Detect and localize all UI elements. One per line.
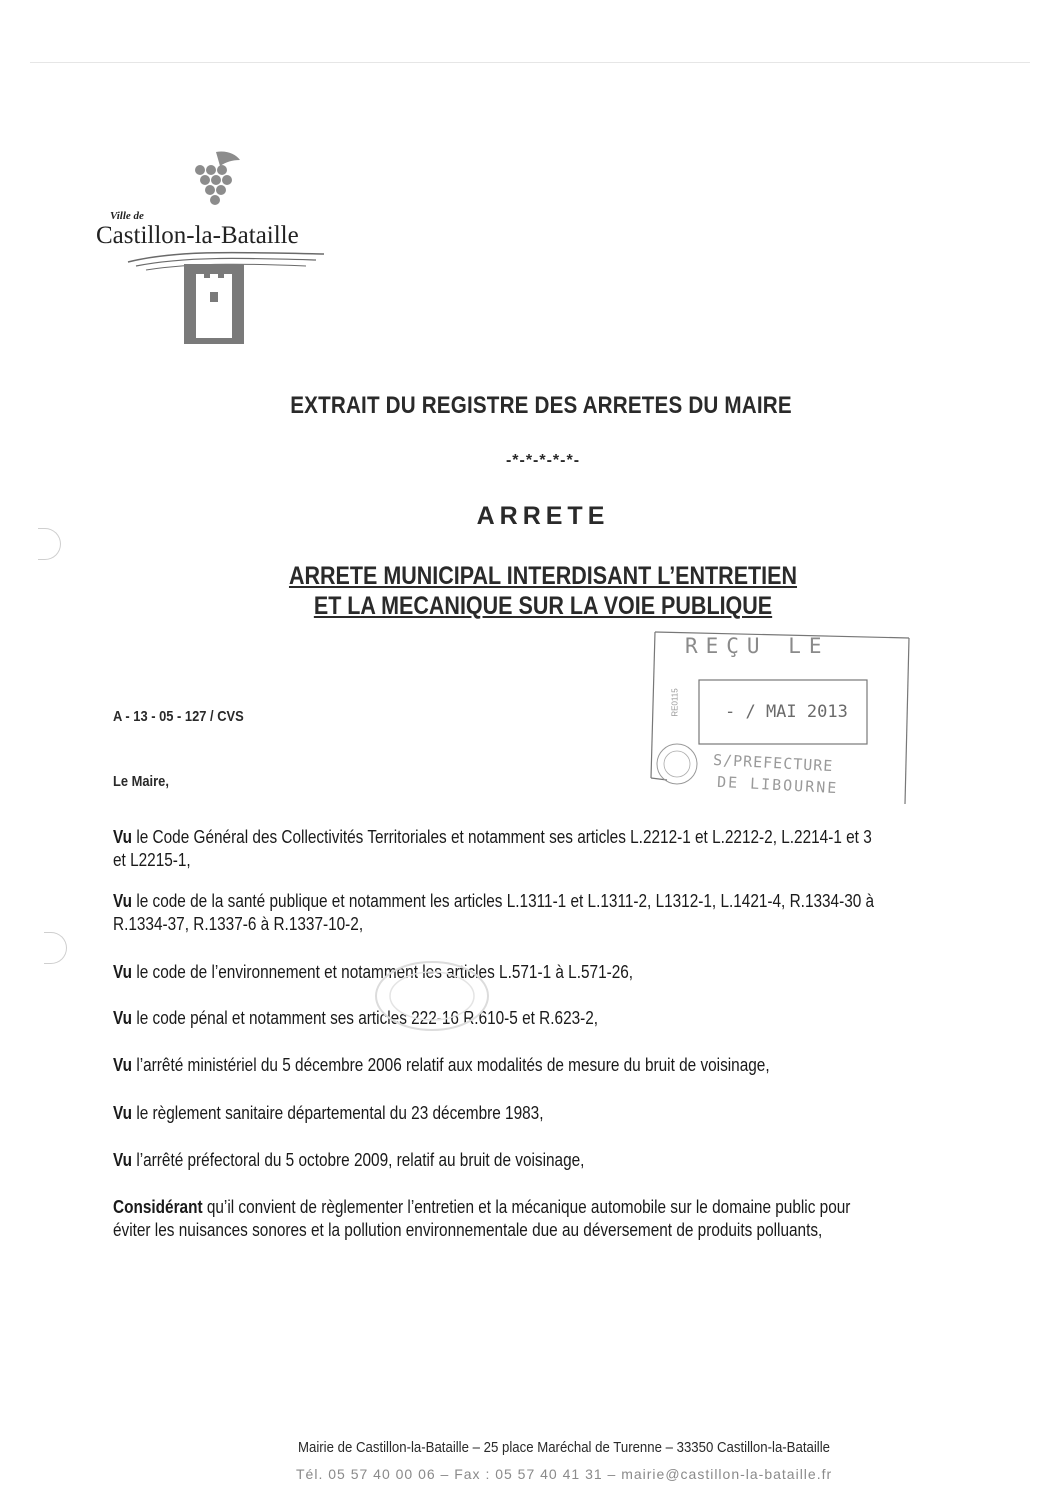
clause-continuation: éviter les nuisances sonores et la pollution environnementale due au déversement de produits polluants, (113, 1220, 823, 1240)
clause-text: le code de la santé publique et notamment les articles L.1311-1 et L.1311-2, L1312-1, L.1421-4, R.1334-30 à (132, 891, 875, 911)
clause-text: le règlement sanitaire départemental du 23 décembre 1983, (132, 1103, 544, 1123)
clause-lead: Vu (113, 1150, 133, 1170)
punch-hole-mark (44, 932, 67, 964)
tower-icon (184, 264, 244, 344)
town-logo (96, 150, 336, 350)
scan-artifact-line (30, 62, 1030, 63)
clause-1 (113, 826, 966, 872)
clause-text: l’arrêté préfectoral du 5 octobre 2009, relatif au bruit de voisinage, (132, 1150, 585, 1170)
received-stamp (643, 628, 913, 806)
logo-town-name: Castillon-la-Bataille (96, 222, 299, 249)
clause-lead: Vu (113, 891, 133, 911)
stamp-office-line-2: DE LIBOURNE (716, 772, 839, 798)
clause-text: le code de l’environnement et notamment les articles L.571-1 à L.571-26, (132, 962, 634, 982)
clause-text: le code pénal et notamment ses articles 222-16 R.610-5 et R.623-2, (132, 1008, 599, 1028)
stamp-date: - / MAI 2013 (725, 702, 848, 722)
stamp-code: RE0115 (670, 688, 680, 717)
clause-lead: Vu (113, 1008, 133, 1028)
footer-address: Mairie de Castillon-la-Bataille – 25 place Maréchal de Turenne – 33350 Castillon-la-Bataille (298, 1439, 830, 1456)
clause-text: le Code Général des Collectivités Territoriales et notamment ses articles L.2212-1 et L.2212-2, L.2214-1 et 3 (132, 827, 872, 847)
subject-line-1: ARRETE MUNICIPAL INTERDISANT L’ENTRETIEN (288, 562, 798, 590)
logo-prefix: Ville de (110, 210, 144, 222)
clause-3 (113, 961, 966, 984)
clause-lead: Vu (113, 827, 133, 847)
decree-reference: A - 13 - 05 - 127 / CVS (113, 708, 244, 725)
punch-hole-mark (38, 528, 61, 560)
clause-text: l’arrêté ministériel du 5 décembre 2006 relatif aux modalités de mesure du bruit de voisinage, (132, 1055, 770, 1075)
clause-5 (113, 1054, 966, 1077)
embossed-seal-icon (372, 958, 492, 1034)
stamp-received-label: REÇU LE (685, 634, 830, 658)
clause-lead: Vu (113, 1103, 133, 1123)
salutation: Le Maire, (113, 773, 169, 790)
stamp-office-line-1: S/PREFECTURE (712, 750, 834, 776)
clause-continuation: et L2215-1, (113, 850, 191, 870)
clause-4 (113, 1007, 966, 1030)
subject-line-2: ET LA MECANIQUE SUR LA VOIE PUBLIQUE (313, 592, 773, 620)
clause-lead: Vu (113, 962, 133, 982)
clause-6 (113, 1102, 966, 1125)
clause-8 (113, 1196, 966, 1242)
clause-continuation: R.1334-37, R.1337-6 à R.1337-10-2, (113, 914, 364, 934)
clause-2 (113, 890, 966, 936)
clause-text: qu’il convient de règlementer l’entretien et la mécanique automobile sur le domaine public pour (202, 1197, 851, 1217)
footer-contact-partial: Tél. 05 57 40 00 06 – Fax : 05 57 40 41 31 – mairie@castillon-la-bataille.fr (296, 1466, 833, 1482)
document-type: ARRETE (476, 502, 610, 530)
clause-lead: Considérant (113, 1197, 203, 1217)
clause-7 (113, 1149, 966, 1172)
title-separator: -*-*-*-*-*- (505, 452, 581, 469)
registry-title: EXTRAIT DU REGISTRE DES ARRETES DU MAIRE (290, 392, 792, 419)
clause-lead: Vu (113, 1055, 133, 1075)
grapes-icon (186, 150, 242, 212)
